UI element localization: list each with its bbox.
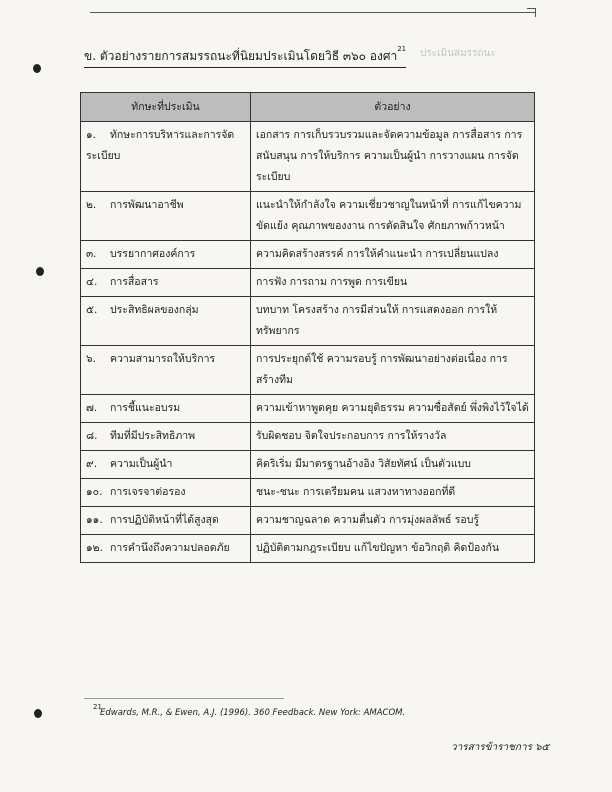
footnote-divider: [84, 698, 284, 699]
row-number: ๗.: [86, 402, 98, 414]
faint-bleed-text: ประเมินสมรรถนะ: [420, 48, 496, 59]
row-number: ๒.: [86, 199, 97, 211]
row-number: ๙.: [86, 458, 98, 470]
table-row: [81, 297, 535, 346]
table-row: [81, 269, 535, 297]
punch-hole-dot: [33, 64, 41, 73]
example-cell: ความชาญฉลาด ความตื่นตัว การมุ่งผลลัพธ์ รอบรู้: [251, 507, 535, 535]
table-row: [81, 122, 535, 192]
row-number: ๕.: [86, 304, 98, 316]
example-cell: คิดริเริ่ม มีมาตรฐานอ้างอิง วิสัยทัศน์ เป็นตัวแบบ: [251, 451, 535, 479]
example-cell: เอกสาร การเก็บรวบรวมและจัดความข้อมูล การสื่อสาร การสนับสนุน การให้บริการ ความเป็นผู้นำ การวางแผน การจัดระเบียบ: [251, 122, 535, 192]
table-row: [81, 241, 535, 269]
skill-cell: [81, 122, 251, 192]
skill-name: การคำนึงถึงความปลอดภัย: [110, 542, 230, 554]
skill-cell: [81, 423, 251, 451]
row-number: ๑๐.: [86, 486, 103, 498]
column-header-example: ตัวอย่าง: [251, 93, 535, 122]
table-row: [81, 535, 535, 563]
skill-cell: [81, 395, 251, 423]
column-header-skill: ทักษะที่ประเมิน: [81, 93, 251, 122]
corner-mark: [527, 8, 536, 17]
row-number: ๑๑.: [86, 514, 103, 526]
skill-cell: [81, 297, 251, 346]
table-row: [81, 346, 535, 395]
skill-name: ทีมที่มีประสิทธิภาพ: [110, 430, 196, 442]
example-cell: การประยุกต์ใช้ ความรอบรู้ การพัฒนาอย่างต่อเนื่อง การสร้างทีม: [251, 346, 535, 395]
footnote-number: 21: [93, 703, 102, 711]
table-row: [81, 423, 535, 451]
example-cell: รับผิดชอบ จิตใจประกอบการ การให้รางวัล: [251, 423, 535, 451]
skill-cell: [81, 192, 251, 241]
skill-name: การชี้แนะอบรม: [110, 402, 181, 414]
skill-cell: [81, 269, 251, 297]
table-row: [81, 507, 535, 535]
footnote-citation: Edwards, M.R., & Ewen, A.J. (1996). 360 Feedback. New York: AMACOM.: [100, 708, 406, 718]
row-number: ๑.: [86, 129, 97, 141]
example-cell: ชนะ-ชนะ การเตรียมคน แสวงหาทางออกที่ดี: [251, 479, 535, 507]
page-footer: วารสารข้าราชการ ๖๕: [451, 742, 550, 753]
example-cell: แนะนำให้กำลังใจ ความเชี่ยวชาญในหน้าที่ การแก้ไขความขัดแย้ง คุณภาพของงาน การตัดสินใจ ศักยภาพก้าวหน้า: [251, 192, 535, 241]
top-rule: [90, 12, 535, 13]
skill-name: การปฏิบัติหน้าที่ได้สูงสุด: [110, 514, 219, 526]
skill-cell: [81, 535, 251, 563]
example-cell: บทบาท โครงสร้าง การมีส่วนให้ การแสดงออก การให้ทรัพยากร: [251, 297, 535, 346]
skill-name: ความเป็นผู้นำ: [110, 458, 173, 470]
skill-name: การสื่อสาร: [110, 276, 159, 288]
table-row: [81, 192, 535, 241]
skill-cell: [81, 507, 251, 535]
table-row: [81, 451, 535, 479]
example-cell: การฟัง การถาม การพูด การเขียน: [251, 269, 535, 297]
row-number: ๘.: [86, 430, 98, 442]
row-number: ๖.: [86, 353, 97, 365]
footnote-ref: 21: [397, 45, 407, 53]
example-cell: ความคิดสร้างสรรค์ การให้คำแนะนำ การเปลี่ยนแปลง: [251, 241, 535, 269]
skill-name: การเจรจาต่อรอง: [110, 486, 186, 498]
punch-hole-dot: [34, 709, 42, 718]
skill-name: ประสิทธิผลของกลุ่ม: [110, 304, 199, 316]
skill-cell: [81, 451, 251, 479]
skill-cell: [81, 241, 251, 269]
row-number: ๑๒.: [86, 542, 103, 554]
table-row: [81, 479, 535, 507]
table-header-row: [81, 93, 535, 122]
table-row: [81, 395, 535, 423]
skill-name: ความสามารถให้บริการ: [110, 353, 216, 365]
skill-name: การพัฒนาอาชีพ: [110, 199, 184, 211]
skill-cell: [81, 346, 251, 395]
row-number: ๓.: [86, 248, 97, 260]
skill-cell: [81, 479, 251, 507]
example-cell: ปฏิบัติตามกฎระเบียบ แก้ไขปัญหา ข้อวิกฤติ คิดป้องกัน: [251, 535, 535, 563]
example-cell: ความเข้าหาพูดคุย ความยุติธรรม ความซื่อสัตย์ พึ่งพิงไว้ใจได้: [251, 395, 535, 423]
skill-name: ทักษะการบริหารและการจัดระเบียบ: [86, 129, 235, 162]
section-heading-text: ข. ตัวอย่างรายการสมรรถนะที่นิยมประเมินโดยวิธี ๓๖๐ องศา: [84, 49, 398, 63]
punch-hole-dot: [36, 267, 44, 276]
competency-table: [80, 92, 535, 563]
skill-name: บรรยากาศองค์การ: [110, 248, 196, 260]
row-number: ๔.: [86, 276, 98, 288]
section-heading: [84, 45, 406, 68]
